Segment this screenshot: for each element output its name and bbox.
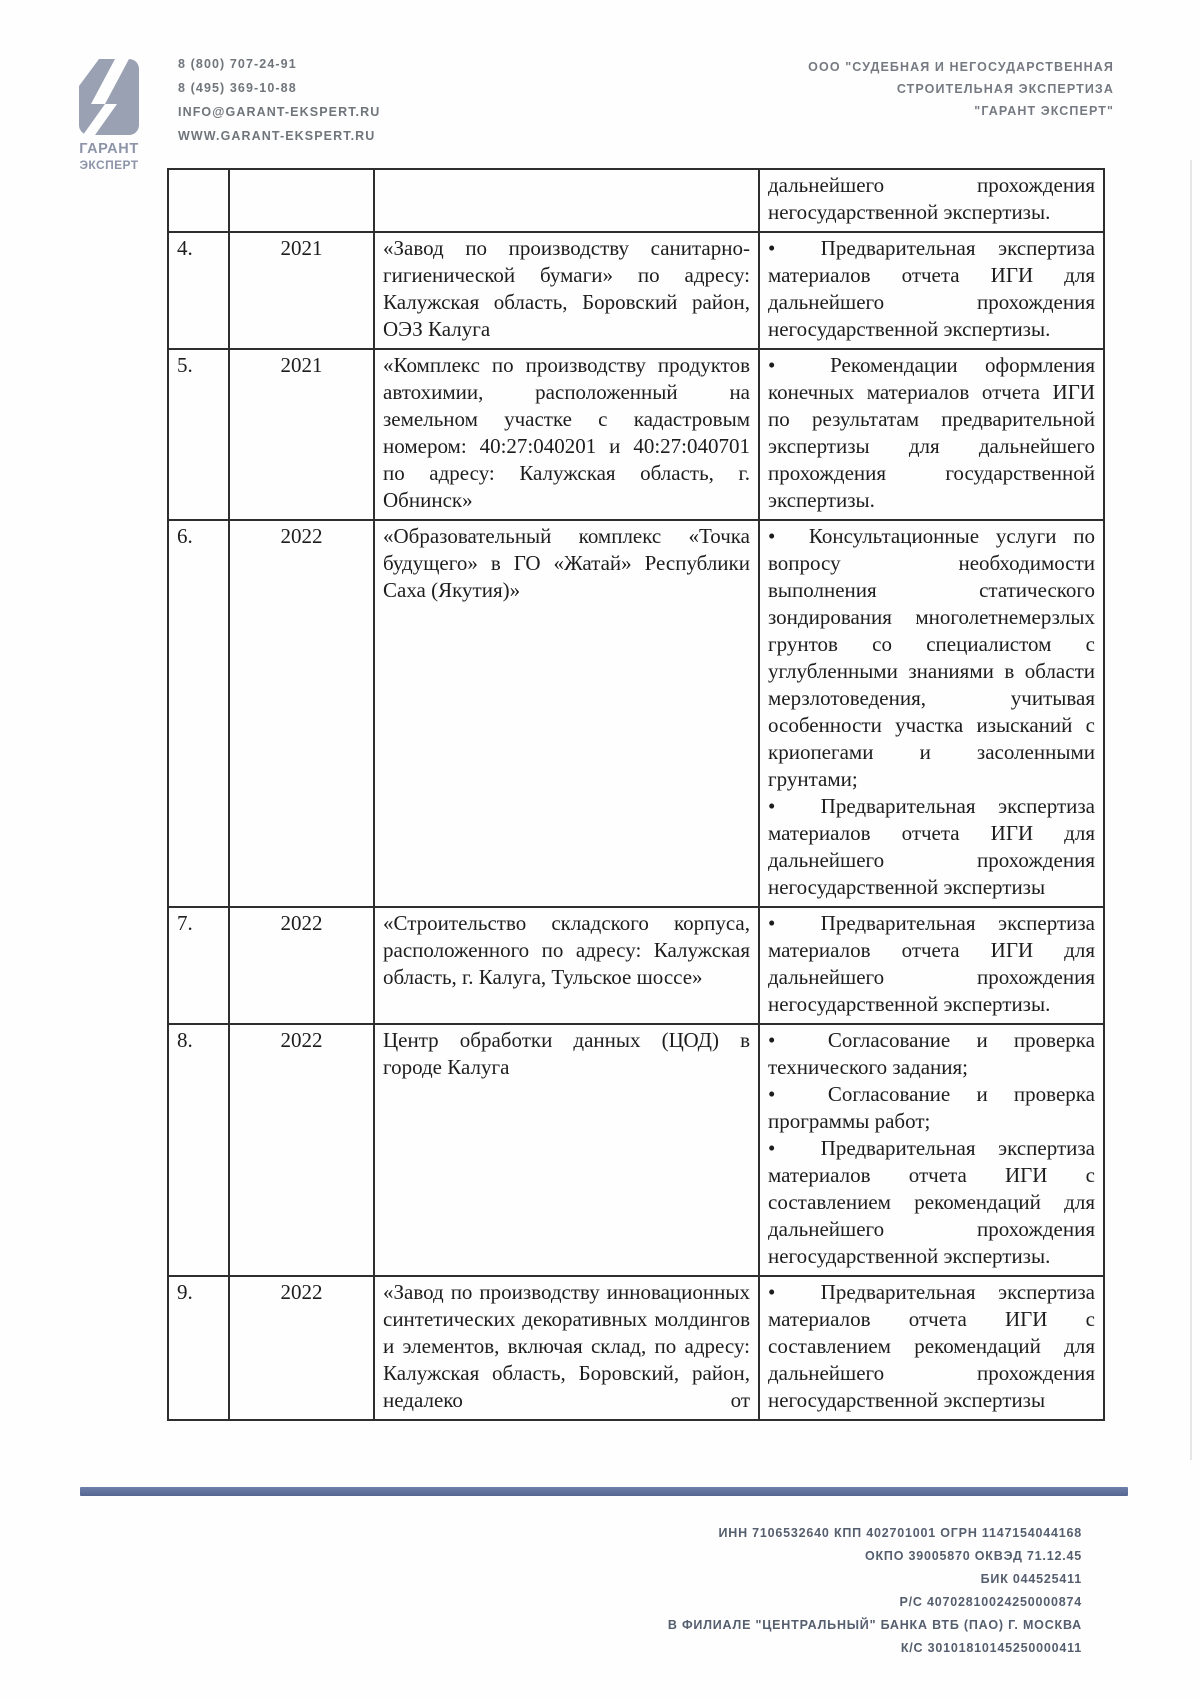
- service-item: • Предварительная экспертиза материалов отчета ИГИ с составлением рекомендаций для дальнейшего прохождения негосударственной экспертизы.: [768, 1135, 1095, 1270]
- projects-table: [167, 168, 1105, 1421]
- header-contact-block: [178, 52, 380, 148]
- cell-num: 4.: [168, 232, 229, 349]
- requisite-bank-name: В ФИЛИАЛЕ "ЦЕНТРАЛЬНЫЙ" БАНКА ВТБ (ПАО) Г. МОСКВА: [667, 1618, 1082, 1632]
- phone-number-1: 8 (800) 707-24-91: [178, 57, 297, 71]
- cell-year-empty: [229, 169, 374, 232]
- cell-num: 8.: [168, 1024, 229, 1276]
- table-row: [168, 907, 1104, 1024]
- requisite-bik: БИК 044525411: [980, 1572, 1082, 1586]
- footer-accent-bar: [80, 1487, 1128, 1496]
- cell-project-empty: [374, 169, 759, 232]
- cell-year: 2021: [229, 232, 374, 349]
- cell-year: 2021: [229, 349, 374, 520]
- scan-edge-artifact: [1190, 160, 1192, 1460]
- project-description: Центр обработки данных (ЦОД) в городе Калуга: [383, 1028, 750, 1079]
- table-row: [168, 1024, 1104, 1276]
- cell-num: 9.: [168, 1276, 229, 1420]
- project-description: «Комплекс по производству продуктов автохимии, расположенный на земельном участке с кадастровым номером: 40:27:040201 и 40:27:040701 по адресу: Калужская область, г. Обнинск»: [383, 353, 750, 512]
- website-url: WWW.GARANT-EKSPERT.RU: [178, 129, 376, 143]
- garant-ekspert-logo-icon: [77, 58, 141, 136]
- table-row-continuation: [168, 169, 1104, 232]
- requisite-ks-account: К/С 30101810145250000411: [900, 1641, 1082, 1655]
- company-name-line3: "ГАРАНТ ЭКСПЕРТ": [974, 104, 1114, 118]
- cell-year: 2022: [229, 907, 374, 1024]
- logo-text-line1: ГАРАНТ: [79, 141, 139, 157]
- cell-services: [759, 907, 1104, 1024]
- cell-num-empty: [168, 169, 229, 232]
- table-row: [168, 520, 1104, 907]
- cell-services: [759, 232, 1104, 349]
- requisite-inn-kpp-ogrn: ИНН 7106532640 КПП 402701001 ОГРН 1147154044168: [718, 1526, 1082, 1540]
- cell-year: 2022: [229, 1024, 374, 1276]
- project-description: «Образовательный комплекс «Точка будущего» в ГО «Жатай» Республики Саха (Якутия)»: [383, 524, 750, 602]
- project-description: «Строительство складского корпуса, расположенного по адресу: Калужская область, г. Калуга, Тульское шоссе»: [383, 911, 750, 989]
- project-description: «Завод по производству санитарно-гигиенической бумаги» по адресу: Калужская область, Боровский район, ОЭЗ Калуга: [383, 236, 750, 341]
- company-logo: [74, 58, 144, 173]
- cell-year: 2022: [229, 520, 374, 907]
- table-row: [168, 232, 1104, 349]
- requisite-rs-account: Р/С 40702810024250000874: [899, 1595, 1082, 1609]
- cell-services: [759, 169, 1104, 232]
- project-description: «Завод по производству инновационных синтетических декоративных молдингов и элементов, включая склад, по адресу: Калужская область, Боровский, район, недалеко от: [383, 1280, 750, 1412]
- service-text-continuation: дальнейшего прохождения негосударственной экспертизы.: [768, 173, 1095, 224]
- cell-project: [374, 349, 759, 520]
- requisite-okpo-okved: ОКПО 39005870 ОКВЭД 71.12.45: [864, 1549, 1082, 1563]
- cell-project: [374, 907, 759, 1024]
- header-company-name: [808, 56, 1114, 122]
- cell-services: [759, 520, 1104, 907]
- service-item: • Предварительная экспертиза материалов отчета ИГИ с составлением рекомендаций для дальнейшего прохождения негосударственной экспертизы: [768, 1279, 1095, 1414]
- logo-text-line2: ЭКСПЕРТ: [79, 158, 139, 172]
- cell-year: 2022: [229, 1276, 374, 1420]
- service-item: • Предварительная экспертиза материалов отчета ИГИ для дальнейшего прохождения негосударственной экспертизы.: [768, 910, 1095, 1018]
- cell-num: 6.: [168, 520, 229, 907]
- footer-requisites: [668, 1522, 1082, 1660]
- cell-services: [759, 1024, 1104, 1276]
- service-item: • Согласование и проверка программы работ;: [768, 1081, 1095, 1135]
- cell-project: [374, 520, 759, 907]
- logo-text: [74, 141, 144, 173]
- cell-project: [374, 232, 759, 349]
- table-row: [168, 349, 1104, 520]
- cell-project: [374, 1276, 759, 1420]
- cell-services: [759, 349, 1104, 520]
- service-item: • Рекомендации оформления конечных материалов отчета ИГИ по результатам предварительной экспертизы для дальнейшего прохождения государственной экспертизы.: [768, 352, 1095, 514]
- cell-num: 7.: [168, 907, 229, 1024]
- service-item: • Согласование и проверка технического задания;: [768, 1027, 1095, 1081]
- service-item: • Предварительная экспертиза материалов отчета ИГИ для дальнейшего прохождения негосударственной экспертизы: [768, 793, 1095, 901]
- table-row: [168, 1276, 1104, 1420]
- cell-services: [759, 1276, 1104, 1420]
- cell-project: [374, 1024, 759, 1276]
- phone-number-2: 8 (495) 369-10-88: [178, 81, 297, 95]
- email-address: INFO@GARANT-EKSPERT.RU: [178, 105, 381, 119]
- service-item: • Предварительная экспертиза материалов отчета ИГИ для дальнейшего прохождения негосударственной экспертизы.: [768, 235, 1095, 343]
- company-name-line2: СТРОИТЕЛЬНАЯ ЭКСПЕРТИЗА: [896, 82, 1114, 96]
- cell-num: 5.: [168, 349, 229, 520]
- company-name-line1: ООО "СУДЕБНАЯ И НЕГОСУДАРСТВЕННАЯ: [808, 60, 1114, 74]
- service-item: • Консультационные услуги по вопросу необходимости выполнения статического зондирования многолетнемерзлых грунтов со специалистом с углубленными знаниями в области мерзлотоведения, учитывая особенности участка изысканий с криопегами и засоленными грунтами;: [768, 523, 1095, 793]
